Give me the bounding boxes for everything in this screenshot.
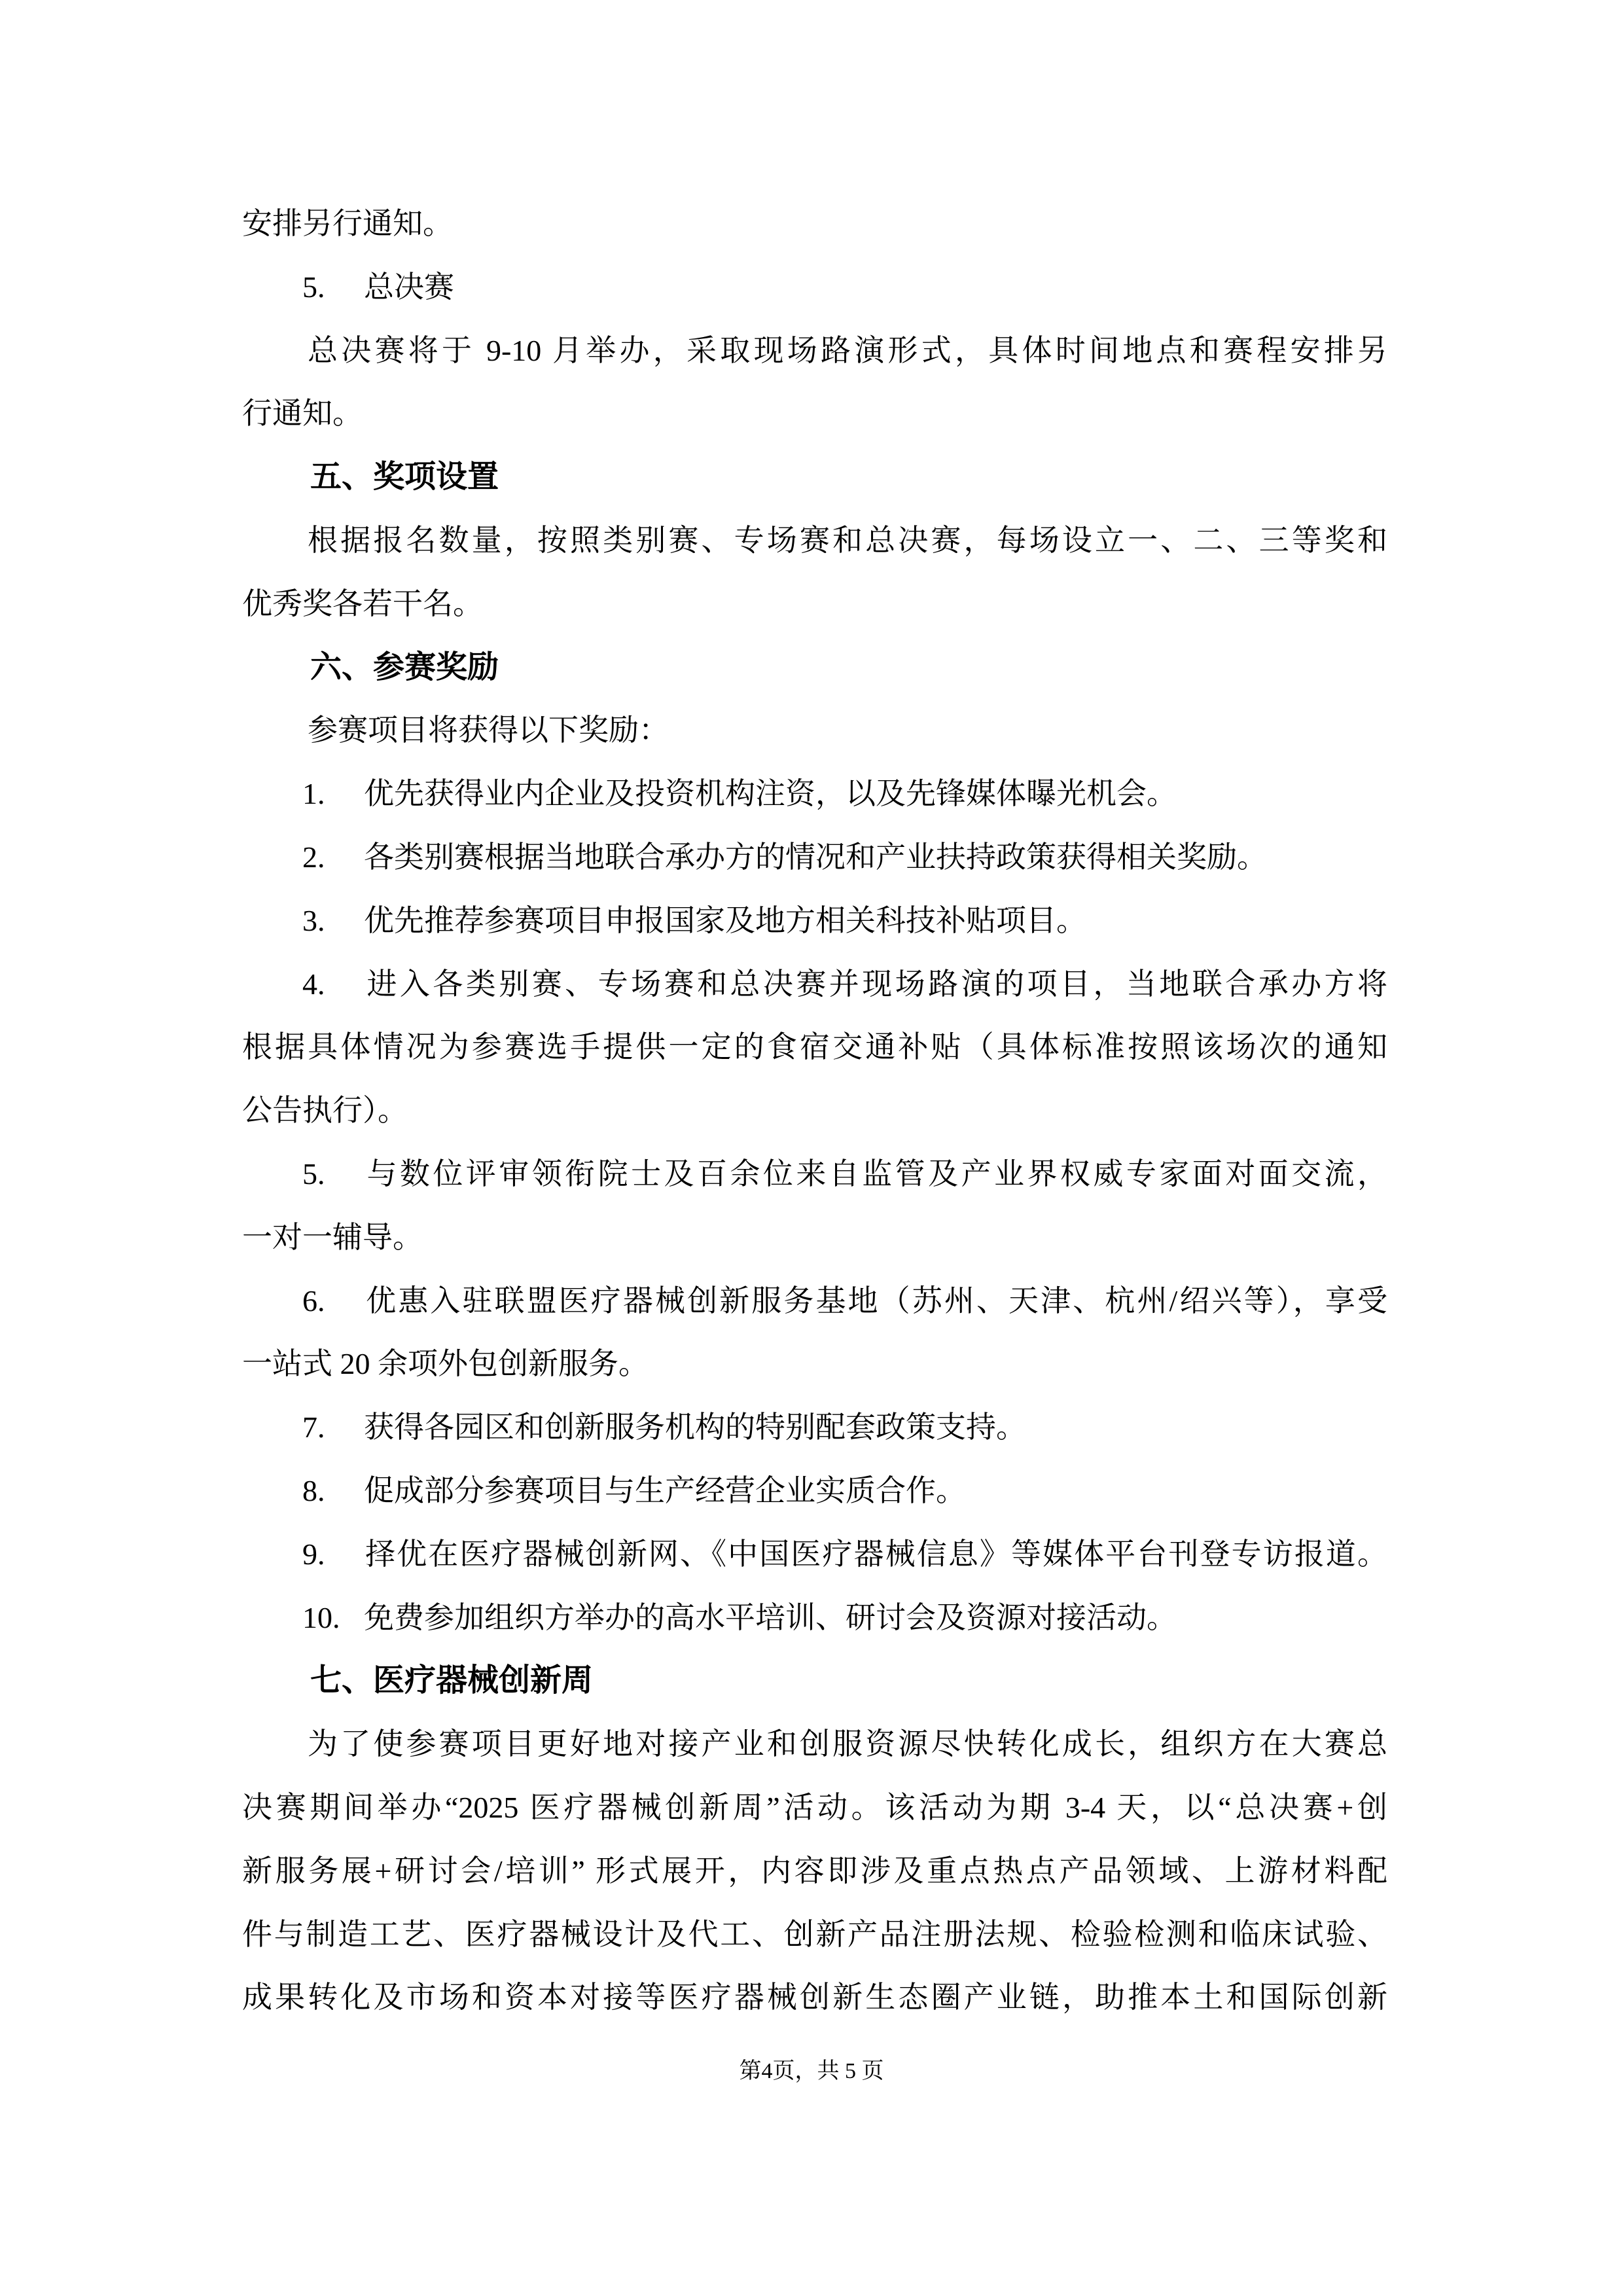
list-item — [242, 953, 1387, 1016]
list-number: 5. — [302, 270, 325, 304]
list-item — [242, 1270, 1387, 1333]
text-line: 一站式 20 余项外包创新服务。 — [242, 1347, 649, 1381]
text-line: 决赛期间举办“2025 医疗器械创新周”活动。该活动为期 3-4 天，以“总决赛+创 — [242, 1790, 1387, 1824]
list-item-text: 各类别赛根据当地联合承办方的情况和产业扶持政策获得相关奖励。 — [364, 840, 1267, 874]
text-line: 根据报名数量，按照类别赛、专场赛和总决赛，每场设立一、二、三等奖和 — [308, 523, 1387, 557]
text-line: 参赛项目将获得以下奖励： — [308, 713, 669, 747]
page-footer: 第4页，共 5 页 — [739, 2059, 884, 2083]
list-number: 6. — [302, 1283, 325, 1318]
list-item-text: 择优在医疗器械创新网、《中国医疗器械信息》等媒体平台刊登专访报道。 — [364, 1537, 1387, 1571]
list-item — [242, 1587, 1387, 1650]
text-line: 一对一辅导。 — [242, 1220, 423, 1254]
page-content — [242, 192, 1387, 2030]
list-item-text: 与数位评审领衔院士及百余位来自监管及产业界权威专家面对面交流， — [364, 1157, 1387, 1191]
text-line: 为了使参赛项目更好地对接产业和创服资源尽快转化成长，组织方在大赛总 — [308, 1727, 1387, 1761]
list-item-text: 总决赛 — [364, 270, 454, 304]
text-line: 行通知。 — [242, 397, 363, 431]
text-line: 成果转化及市场和资本对接等医疗器械创新生态圈产业链，助推本土和国际创新 — [242, 1981, 1387, 2015]
list-item — [242, 1396, 1387, 1460]
list-item-text: 优先获得业内企业及投资机构注资，以及先锋媒体曝光机会。 — [364, 777, 1177, 811]
list-item — [242, 762, 1387, 826]
section-heading: 五、奖项设置 — [310, 459, 499, 495]
list-item-text: 促成部分参赛项目与生产经营企业实质合作。 — [364, 1473, 966, 1507]
text-line: 总决赛将于 9-10 月举办，采取现场路演形式，具体时间地点和赛程安排另 — [308, 333, 1387, 367]
text-line: 件与制造工艺、医疗器械设计及代工、创新产品注册法规、检验检测和临床试验、 — [242, 1917, 1387, 1951]
list-item — [242, 256, 1387, 319]
list-item — [242, 1143, 1387, 1206]
section-heading: 七、医疗器械创新周 — [310, 1663, 594, 1698]
list-item-text: 优先推荐参赛项目申报国家及地方相关科技补贴项目。 — [364, 903, 1086, 937]
list-number: 8. — [302, 1473, 325, 1507]
list-item — [242, 889, 1387, 953]
list-item — [242, 1523, 1387, 1587]
list-item-text: 进入各类别赛、专场赛和总决赛并现场路演的项目，当地联合承办方将 — [364, 967, 1387, 1001]
list-item — [242, 826, 1387, 889]
text-line: 新服务展+研讨会/培训” 形式展开，内容即涉及重点热点产品领域、上游材料配 — [242, 1854, 1387, 1888]
text-line: 优秀奖各若干名。 — [242, 586, 483, 620]
list-number: 4. — [302, 967, 325, 1001]
list-number: 9. — [302, 1537, 325, 1571]
list-number: 7. — [302, 1410, 325, 1444]
list-item-text: 优惠入驻联盟医疗器械创新服务基地（苏州、天津、杭州/绍兴等），享受 — [364, 1283, 1387, 1318]
list-number: 5. — [302, 1157, 325, 1191]
list-number: 3. — [302, 903, 325, 937]
text-line: 公告执行）。 — [242, 1094, 408, 1128]
list-number: 10. — [302, 1600, 340, 1634]
text-line: 根据具体情况为参赛选手提供一定的食宿交通补贴（具体标准按照该场次的通知 — [242, 1030, 1387, 1064]
list-number: 2. — [302, 840, 325, 874]
section-heading: 六、参赛奖励 — [310, 649, 499, 685]
list-item — [242, 1460, 1387, 1523]
list-number: 1. — [302, 777, 325, 811]
list-item-text: 免费参加组织方举办的高水平培训、研讨会及资源对接活动。 — [364, 1600, 1177, 1634]
list-item-text: 获得各园区和创新服务机构的特别配套政策支持。 — [364, 1410, 1026, 1444]
text-line: 安排另行通知。 — [242, 207, 453, 240]
